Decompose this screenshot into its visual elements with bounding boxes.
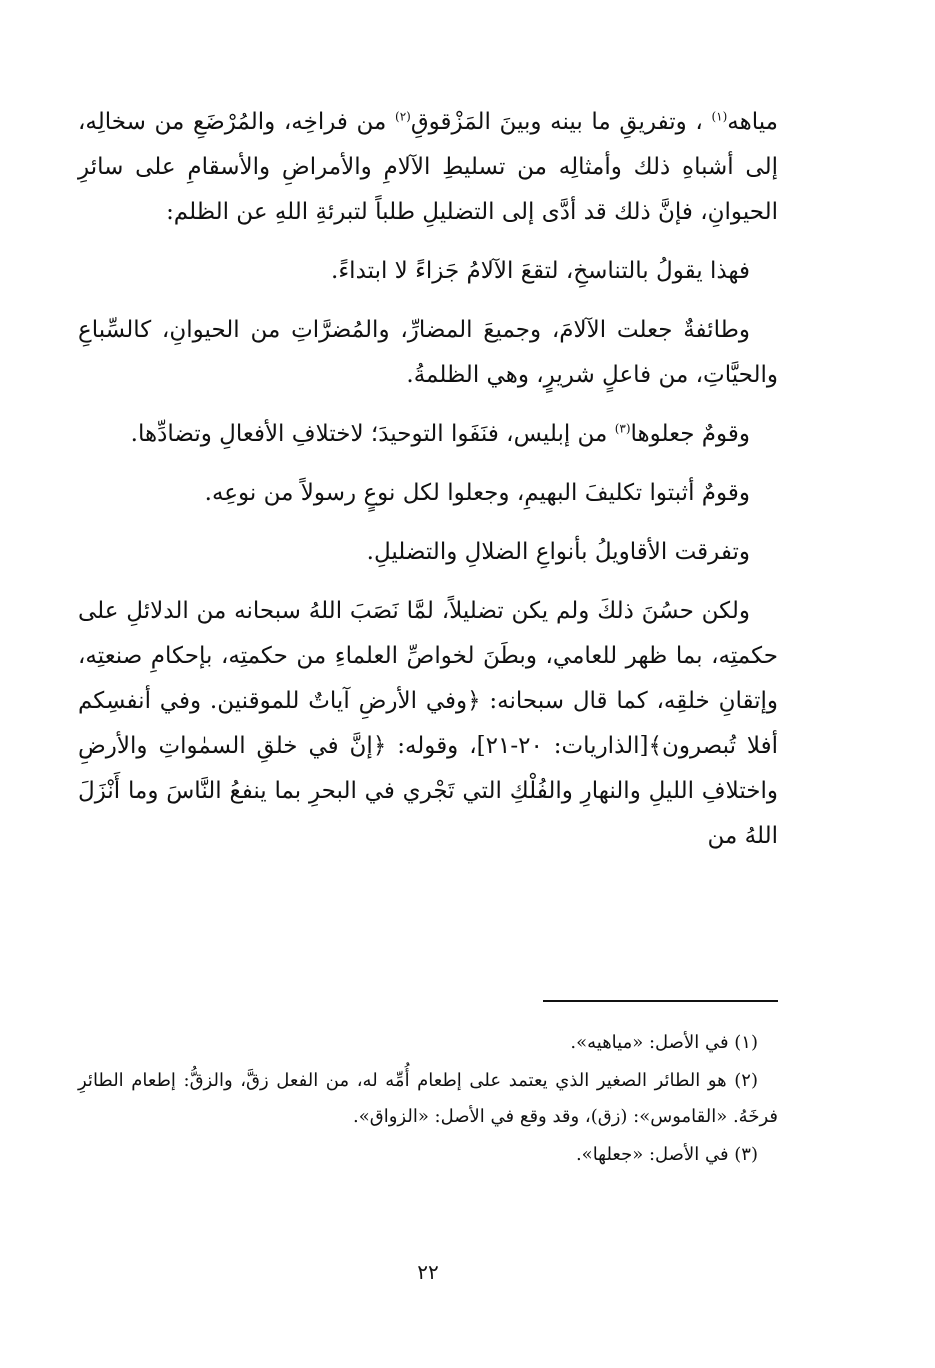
footnote-ref-3[interactable]: (٣)	[614, 421, 631, 436]
footnote-3: (٣) في الأصل: «جعلها».	[575, 1144, 758, 1165]
paragraph-6: وتفرقت الأقاويلُ بأنواعِ الضلالِ والتضليلِ.	[366, 539, 750, 565]
paragraph-1	[78, 100, 778, 235]
footnote-ref-2[interactable]: (٢)	[395, 109, 411, 124]
page-number: ٢٢	[417, 1260, 439, 1284]
footnote-1: (١) في الأصل: «مياهيه».	[570, 1032, 758, 1053]
paragraph-4-tail: من إبليس، فنَفَوا التوحيدَ؛ لاختلافِ الأفعالِ وتضادِّها.	[130, 421, 615, 447]
paragraph-5: وقومٌ أثبتوا تكليفَ البهيمِ، وجعلوا لكل نوعٍ رسولاً من نوعِه.	[204, 480, 750, 506]
paragraph-1-mid: ، وتفريقِ ما بينه وبينَ المَزْقوقِ	[410, 109, 712, 135]
document-page	[78, 100, 778, 1300]
footnote-separator	[543, 1000, 778, 1002]
paragraph-4	[78, 412, 778, 457]
paragraph-7: ولكن حسُنَ ذلكَ ولم يكن تضليلاً، لمَّا نَصَبَ اللهُ سبحانه من الدلائلِ على حكمتِه، بما ظهر للعامي، وبطَنَ لخواصِّ العلماءِ من حكمتِه، بإحكامِ صنعتِه، وإتقانِ خلقِه، كما قال سبحانه: ﴿وفي الأرضِ آياتٌ للموقنين. وفي أنفسِكم أفلا تُبصرون﴾[الذاريات: ٢٠-٢١]، وقوله: ﴿إنَّ في خلقِ السمٰواتِ والأرضِ واختلافِ الليلِ والنهارِ والفُلْكِ التي تَجْري في البحرِ بما ينفعُ النَّاسَ وما أَنْزَلَ اللهُ من	[78, 598, 779, 849]
paragraph-3: وطائفةٌ جعلت الآلامَ، وجميعَ المضارِّ، والمُضرَّاتِ من الحيوانِ، كالسِّباعِ والحيَّاتِ، من فاعلٍ شريرٍ، وهي الظلمةُ.	[78, 317, 778, 388]
paragraph-4-lead: وقومٌ جعلوها	[630, 421, 750, 447]
main-text	[78, 100, 778, 859]
paragraph-2: فهذا يقولُ بالتناسخِ، لتقعَ الآلامُ جَزاءً لا ابتداءً.	[331, 258, 750, 284]
footnotes	[78, 1025, 778, 1175]
paragraph-1-lead: مياهه	[727, 109, 778, 135]
paragraph-1-tail: من فراخِه، والمُرْضَعِ من سخالِه، إلى أشباهِ ذلك وأمثالِه من تسليطِ الآلامِ والأمراضِ والأسقامِ على سائرِ الحيوانِ، فإنَّ ذلك قد أدَّى إلى التضليلِ طلباً لتبرئةِ اللهِ عن الظلم:	[78, 109, 778, 225]
footnote-ref-1[interactable]: (١)	[711, 109, 728, 124]
footnote-2: (٢) هو الطائر الصغير الذي يعتمد على إطعام أُمِّه له، من الفعل زقَّ، والزقُّ: إطعام الطائرِ فرخَهُ. «القاموس»: (زق)، وقد وقع في الأصل: «الزواق».	[78, 1070, 778, 1127]
